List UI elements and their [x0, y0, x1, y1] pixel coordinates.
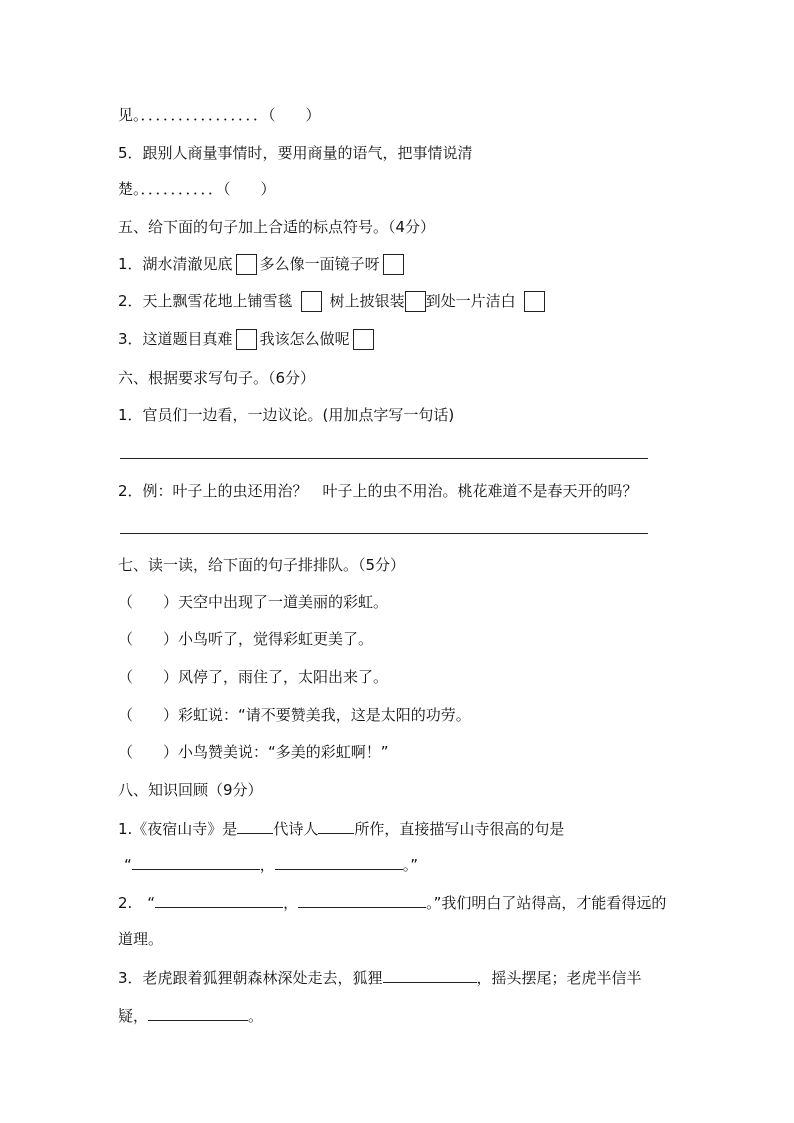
s8-q3-cont: [118, 1004, 263, 1026]
punctuation-box[interactable]: [383, 254, 404, 275]
q-text: ，: [259, 856, 275, 874]
q-text: 。”我们明白了站得高，才能看得远的: [426, 894, 667, 912]
sentence-part: 湖水清澈见底: [142, 255, 233, 273]
fill-blank[interactable]: [383, 966, 477, 983]
punctuation-box[interactable]: [236, 329, 257, 350]
sentence-part: 这道题目真难: [142, 330, 233, 348]
q-text: 。”: [402, 856, 419, 874]
sentence-part: 树上披银装: [329, 292, 405, 310]
fill-blank[interactable]: [148, 1004, 248, 1021]
section7-heading: 七、读一读，给下面的句子排排队。（5分）: [118, 556, 406, 574]
q-text: 1.《夜宿山寺》是: [118, 820, 238, 838]
punctuation-box[interactable]: [301, 291, 322, 312]
s6-q2: 2．例：叶子上的虫还用治？ 叶子上的虫不用治。桃花难道不是春天开的吗？: [118, 482, 638, 500]
s8-q1: [118, 817, 564, 839]
section5-heading: 五、给下面的句子加上合适的标点符号。（4分）: [118, 218, 436, 236]
s7-item: （ ）小鸟赞美说：“多美的彩虹啊！”: [118, 743, 389, 761]
answer-line[interactable]: [120, 533, 648, 534]
q4-line1: 见。．．．．．．．．．．．．．．．．（ ）: [118, 106, 321, 124]
fill-blank[interactable]: [155, 891, 283, 908]
fill-blank[interactable]: [275, 853, 403, 870]
punctuation-box[interactable]: [405, 291, 426, 312]
q-text: 2. “: [118, 894, 156, 912]
q-text: 代诗人: [273, 820, 319, 838]
item-number: 3．: [118, 330, 143, 348]
answer-line[interactable]: [120, 458, 648, 459]
fill-blank[interactable]: [132, 853, 260, 870]
punctuation-box[interactable]: [236, 254, 257, 275]
sentence-part: 我该怎么做呢: [259, 330, 350, 348]
section6-heading: 六、根据要求写句子。（6分）: [118, 369, 316, 387]
punctuation-box[interactable]: [353, 329, 374, 350]
sentence-part: 天上飘雪花地上铺雪毯: [142, 292, 293, 310]
s7-item: （ ）彩虹说：“请不要赞美我，这是太阳的功劳。: [118, 706, 471, 724]
sentence-part: 多么像一面镜子呀: [259, 255, 380, 273]
item-number: 2．: [118, 292, 143, 310]
q-text: 3．老虎跟着狐狸朝森林深处走去，狐狸: [118, 969, 383, 987]
fill-blank[interactable]: [298, 891, 426, 908]
s8-q2-cont: 道理。: [118, 930, 164, 948]
item-number: 1．: [118, 255, 143, 273]
s5-item2: [118, 291, 548, 312]
q-text: 疑，: [118, 1007, 149, 1025]
q-text: “: [124, 856, 132, 874]
s8-q3: [118, 966, 642, 988]
punctuation-box[interactable]: [524, 291, 545, 312]
q4-item5-cont: 楚。．．．．．．．．．．（ ）: [118, 180, 276, 198]
s5-item1: [118, 254, 407, 275]
section8-heading: 八、知识回顾（9分）: [118, 781, 263, 799]
q-text: ，: [283, 894, 299, 912]
s7-item: （ ）风停了，雨住了，太阳出来了。: [118, 668, 389, 686]
s7-item: （ ）小鸟听了，觉得彩虹更美了。: [118, 630, 374, 648]
fill-blank[interactable]: [237, 817, 273, 834]
s6-q1: 1．官员们一边看，一边议论。(用加点字写一句话): [118, 406, 455, 424]
sentence-part: 到处一片洁白: [425, 292, 516, 310]
q-text: 所作，直接描写山寺很高的句是: [354, 820, 565, 838]
s5-item3: [118, 329, 377, 350]
q-text: ，摇头摆尾；老虎半信半: [476, 969, 642, 987]
s7-item: （ ）天空中出现了一道美丽的彩虹。: [118, 593, 389, 611]
s8-q2: [118, 891, 666, 913]
q4-item5: 5．跟别人商量事情时，要用商量的语气，把事情说清: [118, 144, 473, 162]
fill-blank[interactable]: [318, 817, 354, 834]
q-text: 。: [248, 1007, 264, 1025]
s8-q1-cont: [124, 853, 418, 875]
